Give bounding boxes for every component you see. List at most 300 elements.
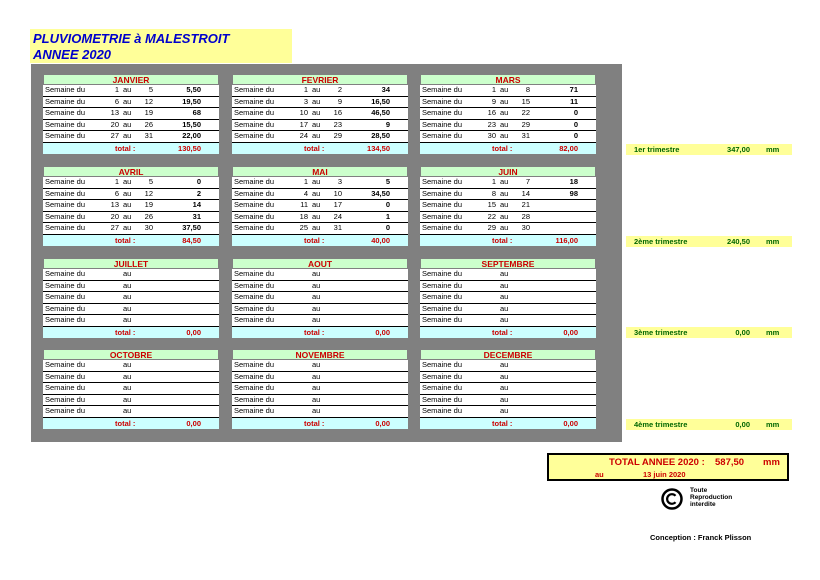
week-start-day: 6	[114, 188, 119, 198]
week-row	[232, 97, 408, 109]
week-row	[43, 406, 219, 418]
week-row	[420, 281, 596, 293]
week-label: Semaine du	[45, 394, 86, 404]
week-end-day: 30	[521, 223, 530, 232]
week-au-label: au	[312, 200, 321, 209]
week-end-day: 26	[144, 119, 153, 129]
week-label: Semaine du	[234, 303, 275, 313]
week-rainfall-value: 2	[196, 188, 201, 198]
month-block-juin	[420, 166, 596, 246]
week-row	[232, 395, 408, 407]
copyright-line1: Toute	[690, 487, 708, 494]
week-row	[43, 395, 219, 407]
month-block-fevrier	[232, 74, 408, 154]
week-end-day: 26	[144, 211, 153, 221]
week-rainfall-value: 71	[569, 85, 578, 94]
week-rainfall-value: 19,50	[182, 96, 201, 106]
week-end-day: 23	[333, 119, 342, 129]
month-total-label: total :	[115, 143, 136, 153]
week-au-label: au	[312, 188, 321, 198]
trimestre-4-bar	[626, 419, 792, 430]
week-au-label: au	[312, 303, 321, 313]
week-au-label: au	[312, 96, 321, 106]
week-row	[420, 315, 596, 327]
week-au-label: au	[123, 394, 132, 404]
trimestre-value: 347,00	[727, 145, 750, 154]
trimestre-unit: mm	[766, 328, 780, 337]
week-end-day: 3	[337, 177, 342, 186]
month-total-value: 40,00	[371, 235, 390, 245]
week-au-label: au	[500, 131, 509, 140]
month-block-octobre	[43, 349, 219, 429]
week-end-day: 14	[521, 188, 530, 198]
week-row	[43, 304, 219, 316]
week-start-day: 18	[299, 211, 308, 221]
week-label: Semaine du	[422, 303, 463, 313]
month-header: MARS	[420, 74, 596, 85]
week-rainfall-value: 14	[192, 200, 201, 209]
week-label: Semaine du	[234, 108, 275, 117]
week-start-day: 1	[491, 177, 496, 186]
week-label: Semaine du	[422, 383, 463, 392]
copyright-line3: interdite	[690, 501, 716, 508]
week-au-label: au	[500, 223, 509, 232]
week-row	[420, 223, 596, 235]
week-start-day: 1	[114, 177, 119, 186]
trimestre-unit: mm	[766, 145, 780, 154]
week-label: Semaine du	[422, 223, 463, 232]
week-au-label: au	[312, 211, 321, 221]
week-label: Semaine du	[45, 383, 86, 392]
week-row	[420, 395, 596, 407]
week-au-label: au	[123, 211, 132, 221]
month-total-label: total :	[304, 418, 325, 428]
week-au-label: au	[123, 280, 132, 290]
week-au-label: au	[500, 119, 509, 129]
month-total-label: total :	[304, 235, 325, 245]
week-rainfall-value: 22,00	[182, 131, 201, 140]
week-row	[232, 269, 408, 281]
week-start-day: 8	[491, 188, 496, 198]
week-label: Semaine du	[234, 85, 275, 94]
week-au-label: au	[312, 131, 321, 140]
week-rainfall-value: 5	[385, 177, 390, 186]
month-total-label: total :	[304, 143, 325, 153]
week-start-day: 6	[114, 96, 119, 106]
week-label: Semaine du	[234, 292, 275, 301]
week-rainfall-value: 0	[573, 131, 578, 140]
trimestre-unit: mm	[766, 420, 780, 429]
week-row	[43, 360, 219, 372]
week-au-label: au	[312, 292, 321, 301]
week-au-label: au	[123, 269, 132, 278]
month-total-row	[232, 418, 408, 429]
week-label: Semaine du	[422, 406, 463, 415]
week-au-label: au	[123, 119, 132, 129]
month-total-value: 0,00	[375, 418, 390, 428]
week-row	[43, 200, 219, 212]
month-total-row	[420, 418, 596, 429]
week-start-day: 22	[487, 211, 496, 221]
week-row	[43, 108, 219, 120]
trimestre-value: 0,00	[735, 328, 750, 337]
week-rainfall-value: 68	[192, 108, 201, 117]
week-au-label: au	[123, 383, 132, 392]
week-start-day: 1	[303, 177, 308, 186]
week-au-label: au	[312, 383, 321, 392]
week-label: Semaine du	[45, 360, 86, 369]
week-label: Semaine du	[45, 96, 86, 106]
week-end-day: 30	[144, 223, 153, 232]
week-label: Semaine du	[422, 188, 463, 198]
week-label: Semaine du	[45, 108, 86, 117]
week-au-label: au	[123, 85, 132, 94]
month-block-novembre	[232, 349, 408, 429]
week-start-day: 30	[487, 131, 496, 140]
week-rainfall-value: 9	[385, 119, 390, 129]
week-start-day: 9	[491, 96, 496, 106]
week-au-label: au	[312, 269, 321, 278]
week-end-day: 19	[144, 200, 153, 209]
week-au-label: au	[123, 406, 132, 415]
week-end-day: 29	[521, 119, 530, 129]
week-row	[232, 223, 408, 235]
month-total-value: 84,50	[182, 235, 201, 245]
week-label: Semaine du	[234, 371, 275, 381]
week-start-day: 3	[303, 96, 308, 106]
week-row	[420, 97, 596, 109]
week-start-day: 25	[299, 223, 308, 232]
month-header: MAI	[232, 166, 408, 177]
week-label: Semaine du	[45, 269, 86, 278]
page-title: PLUVIOMETRIE à MALESTROIT	[33, 31, 230, 46]
week-rainfall-value: 0	[573, 119, 578, 129]
week-au-label: au	[312, 371, 321, 381]
week-start-day: 16	[487, 108, 496, 117]
week-au-label: au	[123, 200, 132, 209]
week-au-label: au	[500, 96, 509, 106]
month-header: AVRIL	[43, 166, 219, 177]
week-row	[232, 200, 408, 212]
week-au-label: au	[312, 315, 321, 324]
month-total-row	[232, 143, 408, 154]
week-row	[232, 406, 408, 418]
week-rainfall-value: 28,50	[371, 131, 390, 140]
week-au-label: au	[123, 315, 132, 324]
week-au-label: au	[500, 315, 509, 324]
week-au-label: au	[123, 292, 132, 301]
week-row	[420, 212, 596, 224]
week-label: Semaine du	[45, 223, 86, 232]
month-total-label: total :	[115, 418, 136, 428]
month-total-row	[43, 418, 219, 429]
month-block-janvier	[43, 74, 219, 154]
annual-total-box	[547, 453, 789, 481]
week-label: Semaine du	[45, 211, 86, 221]
week-start-day: 24	[299, 131, 308, 140]
week-row	[420, 200, 596, 212]
month-block-juillet	[43, 258, 219, 338]
month-block-avril	[43, 166, 219, 246]
week-label: Semaine du	[422, 269, 463, 278]
week-au-label: au	[312, 119, 321, 129]
week-row	[43, 383, 219, 395]
trimestre-unit: mm	[766, 237, 780, 246]
month-header: JUIN	[420, 166, 596, 177]
month-header: SEPTEMBRE	[420, 258, 596, 269]
week-row	[420, 383, 596, 395]
week-au-label: au	[500, 360, 509, 369]
week-row	[420, 360, 596, 372]
week-au-label: au	[123, 303, 132, 313]
week-row	[43, 292, 219, 304]
month-header: JANVIER	[43, 74, 219, 85]
month-total-value: 0,00	[563, 418, 578, 428]
week-label: Semaine du	[234, 394, 275, 404]
week-au-label: au	[500, 303, 509, 313]
week-label: Semaine du	[45, 119, 86, 129]
week-au-label: au	[312, 406, 321, 415]
week-label: Semaine du	[45, 131, 86, 140]
week-au-label: au	[123, 108, 132, 117]
week-start-day: 20	[110, 119, 119, 129]
week-rainfall-value: 0	[573, 108, 578, 117]
month-total-row	[43, 235, 219, 246]
week-au-label: au	[312, 280, 321, 290]
week-end-day: 31	[144, 131, 153, 140]
month-header: NOVEMBRE	[232, 349, 408, 360]
week-au-label: au	[312, 394, 321, 404]
week-row	[232, 315, 408, 327]
week-end-day: 12	[144, 96, 153, 106]
week-label: Semaine du	[422, 371, 463, 381]
month-block-mai	[232, 166, 408, 246]
month-total-value: 82,00	[559, 143, 578, 153]
annual-total-value: 587,50	[715, 457, 745, 468]
week-label: Semaine du	[45, 188, 86, 198]
week-row	[232, 131, 408, 143]
week-au-label: au	[500, 371, 509, 381]
week-row	[420, 120, 596, 132]
copyright-icon	[661, 488, 683, 510]
week-rainfall-value: 11	[570, 96, 578, 106]
week-end-day: 5	[148, 177, 153, 186]
week-row	[232, 177, 408, 189]
week-rainfall-value: 46,50	[371, 108, 390, 117]
month-total-value: 116,00	[555, 235, 578, 245]
week-start-day: 10	[299, 108, 308, 117]
week-label: Semaine du	[234, 280, 275, 290]
week-row	[43, 97, 219, 109]
week-label: Semaine du	[422, 96, 463, 106]
week-rainfall-value: 16,50	[371, 96, 390, 106]
month-total-row	[420, 327, 596, 338]
month-total-label: total :	[492, 235, 513, 245]
week-row	[420, 131, 596, 143]
week-rainfall-value: 98	[569, 188, 578, 198]
week-au-label: au	[500, 188, 509, 198]
week-row	[232, 189, 408, 201]
week-label: Semaine du	[45, 177, 86, 186]
week-row	[420, 269, 596, 281]
week-label: Semaine du	[234, 383, 275, 392]
page-subtitle-year: ANNEE 2020	[33, 47, 112, 62]
month-block-decembre	[420, 349, 596, 429]
week-row	[420, 108, 596, 120]
week-label: Semaine du	[45, 292, 86, 301]
week-au-label: au	[312, 223, 321, 232]
week-label: Semaine du	[234, 200, 275, 209]
month-total-label: total :	[304, 327, 325, 337]
week-au-label: au	[123, 371, 132, 381]
month-total-value: 0,00	[186, 418, 201, 428]
week-label: Semaine du	[45, 406, 86, 415]
week-label: Semaine du	[234, 188, 275, 198]
week-au-label: au	[500, 200, 509, 209]
week-label: Semaine du	[234, 406, 275, 415]
month-total-row	[232, 327, 408, 338]
month-total-value: 134,50	[367, 143, 390, 153]
week-row	[420, 292, 596, 304]
week-end-day: 7	[525, 177, 530, 186]
week-row	[420, 304, 596, 316]
week-start-day: 27	[110, 223, 119, 232]
annual-total-label: TOTAL ANNEE 2020 :	[609, 457, 705, 468]
week-au-label: au	[312, 85, 321, 94]
week-au-label: au	[500, 406, 509, 415]
week-row	[43, 281, 219, 293]
month-block-aout	[232, 258, 408, 338]
week-au-label: au	[312, 360, 321, 369]
week-end-day: 22	[521, 108, 530, 117]
week-label: Semaine du	[422, 119, 463, 129]
week-label: Semaine du	[234, 119, 275, 129]
week-row	[43, 177, 219, 189]
month-total-label: total :	[115, 327, 136, 337]
week-row	[43, 131, 219, 143]
week-row	[232, 281, 408, 293]
week-start-day: 1	[491, 85, 496, 94]
month-total-row	[420, 143, 596, 154]
week-row	[420, 189, 596, 201]
month-total-label: total :	[492, 143, 513, 153]
month-total-row	[420, 235, 596, 246]
trimestre-label: 3ème trimestre	[634, 328, 688, 337]
week-start-day: 1	[303, 85, 308, 94]
week-label: Semaine du	[234, 211, 275, 221]
week-start-day: 4	[303, 188, 308, 198]
week-start-day: 11	[300, 200, 308, 209]
week-label: Semaine du	[422, 280, 463, 290]
trimestre-label: 4ème trimestre	[634, 420, 688, 429]
week-label: Semaine du	[422, 108, 463, 117]
week-end-day: 16	[333, 108, 342, 117]
month-block-septembre	[420, 258, 596, 338]
month-total-label: total :	[492, 418, 513, 428]
week-au-label: au	[500, 211, 509, 221]
week-end-day: 21	[521, 200, 530, 209]
week-au-label: au	[500, 292, 509, 301]
week-rainfall-value: 34	[381, 85, 390, 94]
week-au-label: au	[123, 223, 132, 232]
week-row	[232, 304, 408, 316]
week-au-label: au	[123, 360, 132, 369]
trimestre-label: 2ème trimestre	[634, 237, 688, 246]
week-row	[420, 372, 596, 384]
week-label: Semaine du	[422, 85, 463, 94]
month-total-value: 130,50	[178, 143, 201, 153]
week-rainfall-value: 37,50	[182, 223, 201, 232]
week-au-label: au	[500, 383, 509, 392]
week-start-day: 15	[487, 200, 496, 209]
week-row	[232, 383, 408, 395]
week-label: Semaine du	[422, 211, 463, 221]
week-label: Semaine du	[234, 315, 275, 324]
week-end-day: 10	[333, 188, 342, 198]
annual-au-label: au	[595, 470, 604, 479]
week-end-day: 19	[144, 108, 153, 117]
week-start-day: 20	[110, 211, 119, 221]
week-label: Semaine du	[45, 371, 86, 381]
week-start-day: 29	[487, 223, 496, 232]
week-end-day: 31	[333, 223, 342, 232]
trimestre-2-bar	[626, 236, 792, 247]
week-end-day: 12	[144, 188, 153, 198]
week-rainfall-value: 18	[569, 177, 578, 186]
week-rainfall-value: 0	[385, 223, 390, 232]
week-row	[232, 85, 408, 97]
week-start-day: 27	[110, 131, 119, 140]
month-total-row	[43, 143, 219, 154]
week-rainfall-value: 34,50	[371, 188, 390, 198]
week-au-label: au	[123, 188, 132, 198]
week-au-label: au	[500, 269, 509, 278]
week-end-day: 8	[525, 85, 530, 94]
trimestre-1-bar	[626, 144, 792, 155]
week-label: Semaine du	[422, 292, 463, 301]
month-total-label: total :	[492, 327, 513, 337]
week-au-label: au	[123, 96, 132, 106]
week-end-day: 9	[337, 96, 342, 106]
trimestre-value: 0,00	[735, 420, 750, 429]
week-label: Semaine du	[45, 315, 86, 324]
annual-date: 13 juin 2020	[643, 470, 686, 479]
month-total-value: 0,00	[375, 327, 390, 337]
week-row	[43, 372, 219, 384]
week-label: Semaine du	[422, 200, 463, 209]
month-header: AOUT	[232, 258, 408, 269]
week-au-label: au	[500, 280, 509, 290]
week-end-day: 15	[521, 96, 530, 106]
week-end-day: 2	[337, 85, 342, 94]
week-label: Semaine du	[45, 280, 86, 290]
month-header: FEVRIER	[232, 74, 408, 85]
week-label: Semaine du	[234, 131, 275, 140]
month-total-value: 0,00	[186, 327, 201, 337]
week-au-label: au	[500, 108, 509, 117]
week-row	[43, 120, 219, 132]
week-end-day: 17	[333, 200, 342, 209]
week-label: Semaine du	[422, 315, 463, 324]
week-au-label: au	[312, 177, 321, 186]
annual-total-unit: mm	[763, 457, 780, 468]
trimestre-label: 1er trimestre	[634, 145, 680, 154]
copyright-line2: Reproduction	[690, 494, 733, 501]
week-start-day: 1	[114, 85, 119, 94]
week-label: Semaine du	[422, 394, 463, 404]
week-label: Semaine du	[422, 360, 463, 369]
week-au-label: au	[500, 394, 509, 404]
